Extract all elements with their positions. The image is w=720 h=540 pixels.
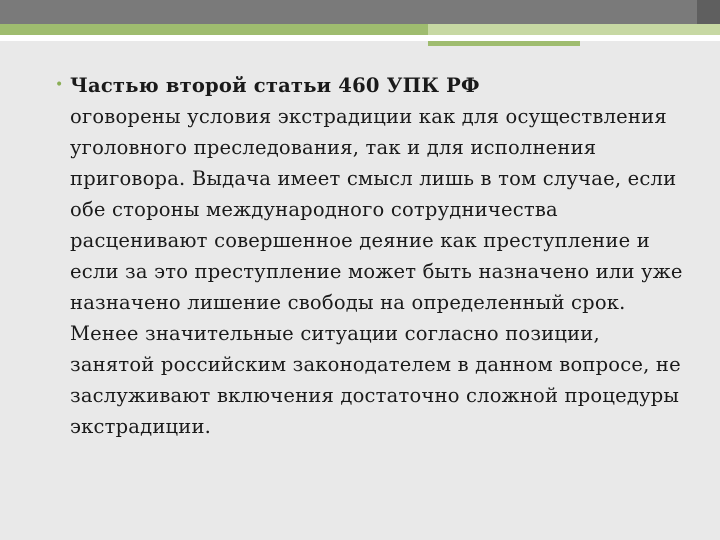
bullet-item — [40, 70, 690, 442]
body-text: оговорены условия экстрадиции как для осуществления уголовного преследования, так и для исполнения приговора. Выдача имеет смысл лишь в том случае, если обе стороны международного сотрудничества расценивают совершенное деяние как преступление и если за это преступление может быть назначено или уже назначено лишение свободы на определенный срок. Менее значительные ситуации согласно позиции, занятой российским законодателем в данном вопросе, не заслуживают включения достаточно сложной процедуры экстрадиции. — [70, 105, 683, 438]
header-divider — [0, 35, 720, 41]
bullet-icon: • — [55, 77, 64, 93]
header-accent-underline — [428, 41, 580, 46]
lead-text: Частью второй статьи 460 УПК РФ — [70, 74, 480, 97]
bullet-paragraph — [70, 70, 690, 442]
header-accent-bar-light — [428, 24, 720, 35]
slide-content — [40, 70, 690, 442]
top-band — [0, 0, 720, 24]
top-band-corner — [697, 0, 720, 24]
